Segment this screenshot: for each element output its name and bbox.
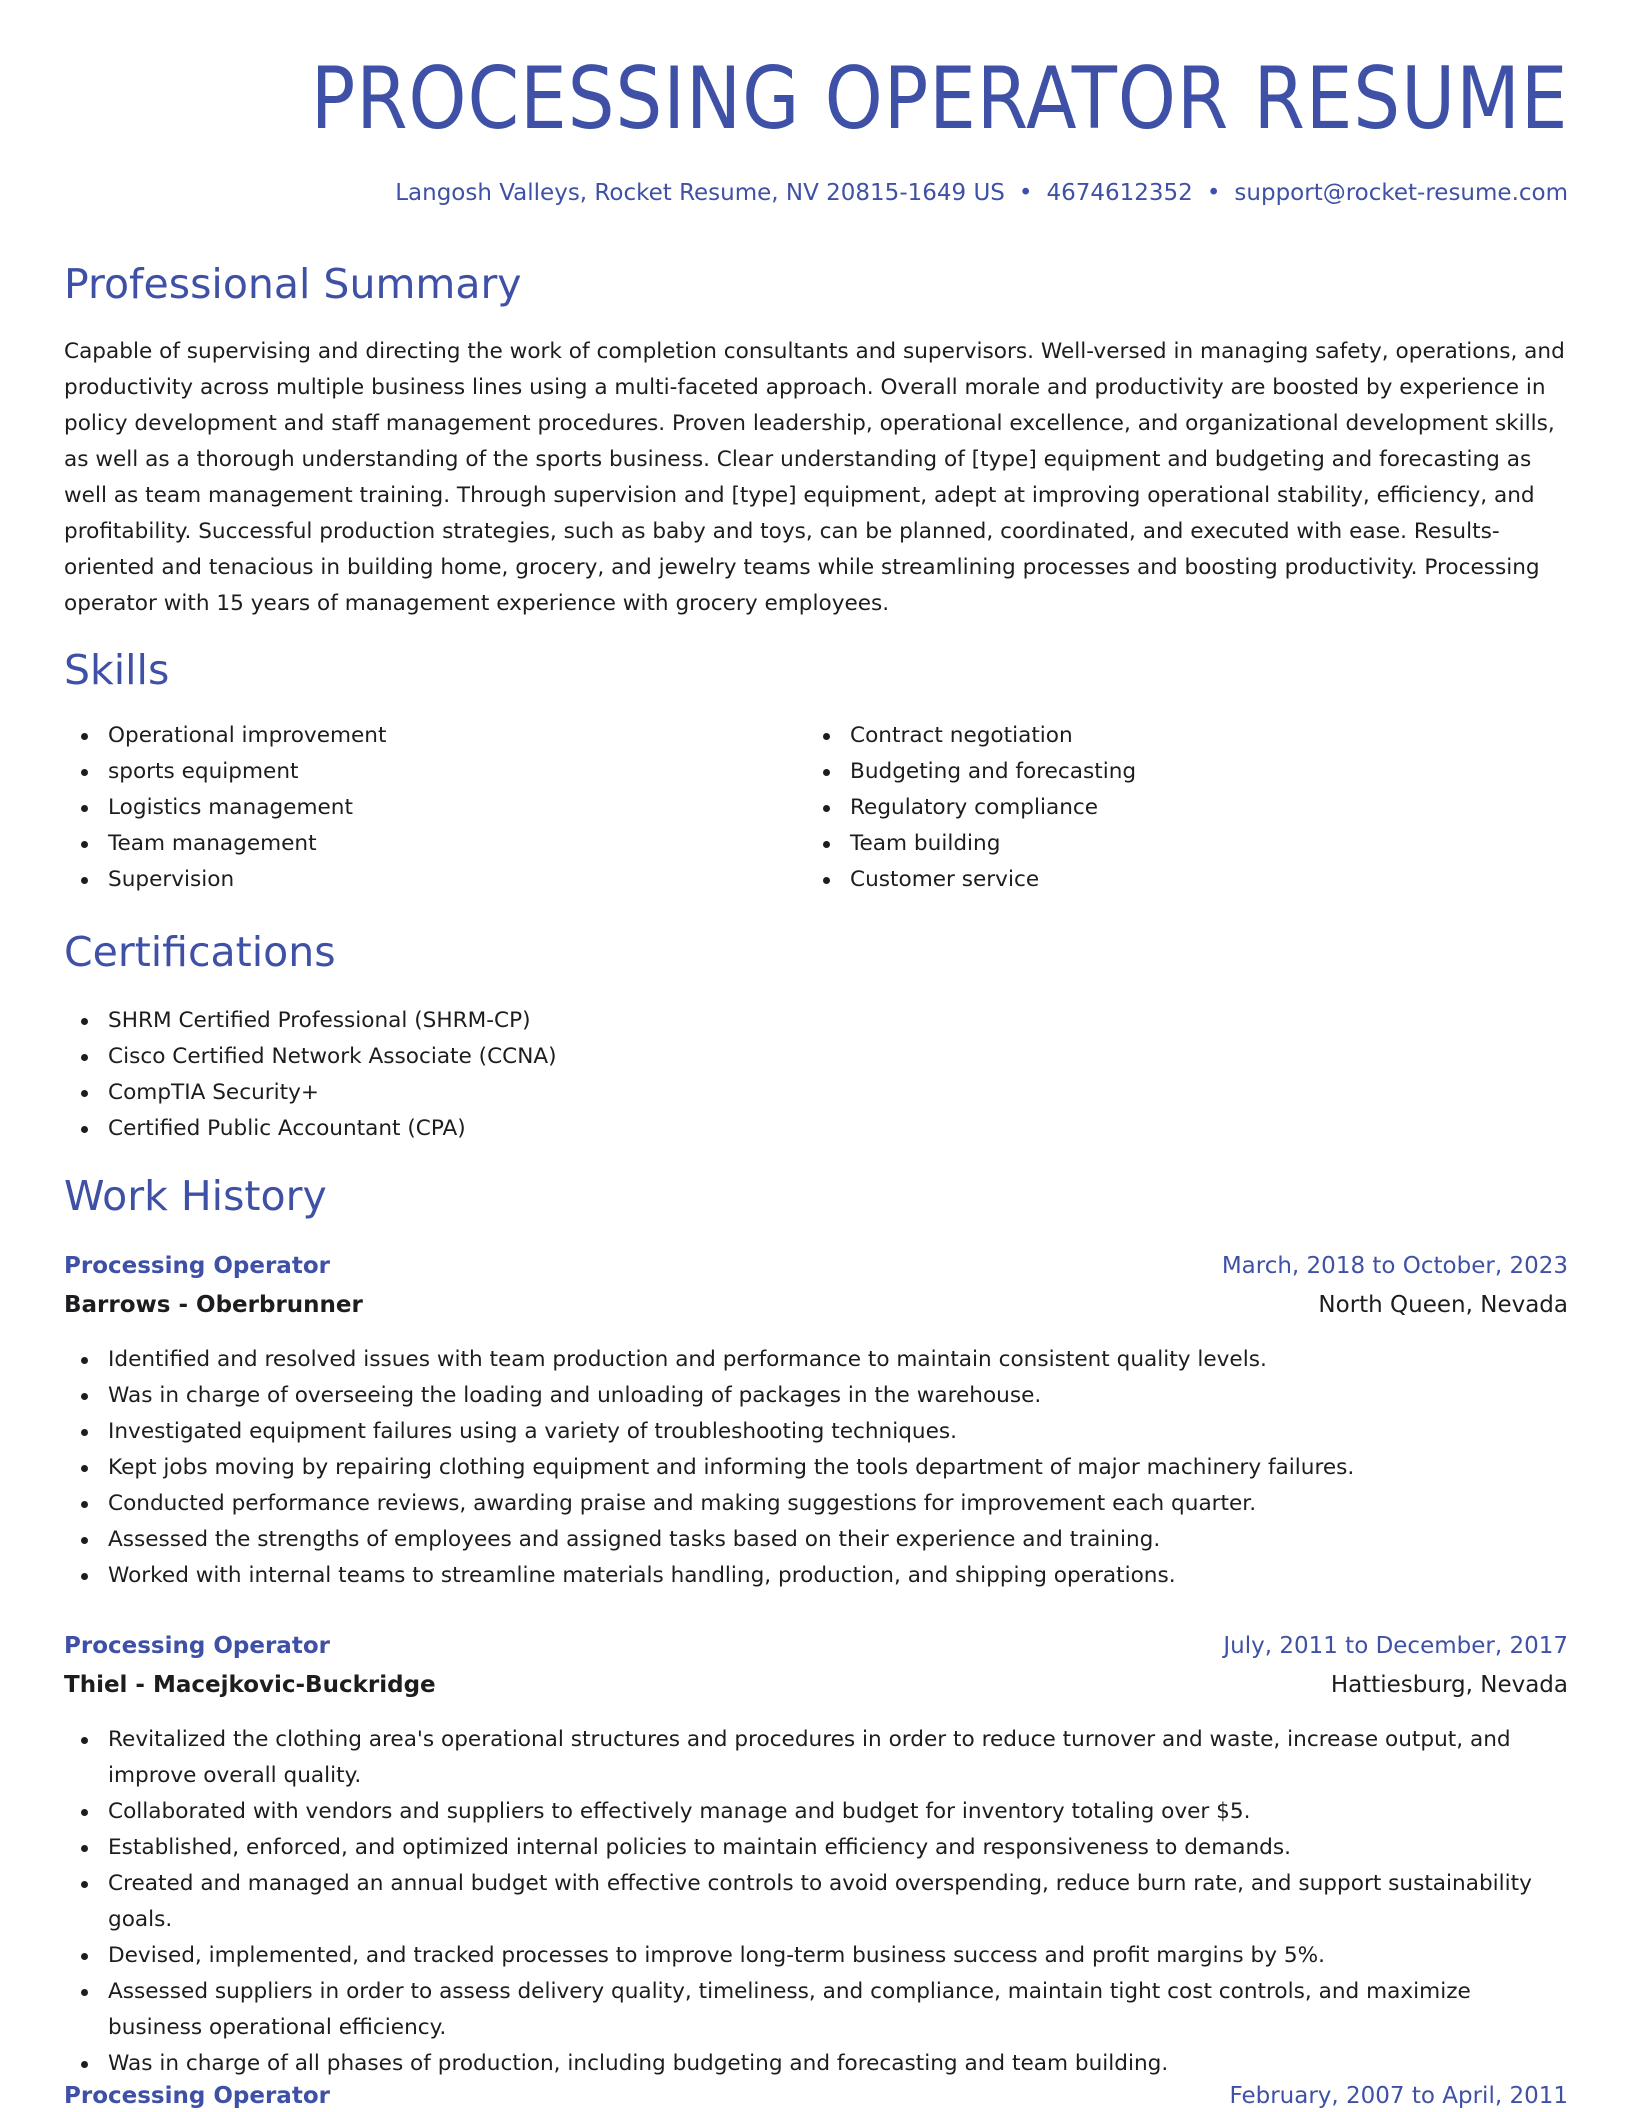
skills-list-left [64, 718, 764, 898]
summary-heading: Professional Summary [64, 260, 522, 308]
job-title: Processing Operator [64, 1253, 330, 1279]
list-item: Team management [64, 826, 764, 862]
summary-text: Capable of supervising and directing the work of completion consultants and supervisors. Well-versed in managing safety, operations, and productivity across multiple business lines using a multi-faceted approach. Overall morale and productivity are boosted by experience in policy development and staff management procedures. Proven leadership, operational excellence, and organizational development skills, as well as a thorough understanding of the sports business. Clear understanding of [type] equipment and budgeting and forecasting as well as team management training. Through supervision and [type] equipment, adept at improving operational stability, efficiency, and profitability. Successful production strategies, such as baby and toys, can be planned, coordinated, and executed with ease. Results-oriented and tenacious in building home, grocery, and jewelry teams while streamlining processes and boosting productivity. Processing operator with 15 years of management experience with grocery employees. [64, 339, 1565, 616]
job-location: North Queen, Nevada [1318, 1292, 1568, 1318]
list-item: Conducted performance reviews, awarding praise and making suggestions for improvement each quarter. [64, 1486, 1568, 1522]
job-title: Processing Operator [64, 1633, 330, 1659]
list-item: Cisco Certified Network Associate (CCNA) [64, 1039, 1568, 1075]
skills-heading: Skills [64, 646, 170, 694]
separator-dot: • [1018, 180, 1033, 206]
work-history-heading: Work History [64, 1172, 327, 1220]
resume-title: PROCESSING OPERATOR RESUME [310, 49, 1568, 149]
job-company: Barrows - Oberbrunner [64, 1292, 363, 1318]
list-item: Regulatory compliance [806, 790, 1506, 826]
list-item: Budgeting and forecasting [806, 754, 1506, 790]
list-item: Operational improvement [64, 718, 764, 754]
job-title: Processing Operator [64, 2083, 330, 2109]
list-item: Investigated equipment failures using a variety of troubleshooting techniques. [64, 1414, 1568, 1450]
list-item: Worked with internal teams to streamline materials handling, production, and shipping operations. [64, 1558, 1568, 1594]
job-company: Thiel - Macejkovic-Buckridge [64, 1672, 436, 1698]
contact-line [395, 180, 1568, 208]
list-item: Collaborated with vendors and suppliers to effectively manage and budget for inventory totaling over $5. [64, 1794, 1568, 1830]
list-item: sports equipment [64, 754, 764, 790]
list-item: Certified Public Accountant (CPA) [64, 1111, 1568, 1147]
list-item: Logistics management [64, 790, 764, 826]
list-item: CompTIA Security+ [64, 1075, 1568, 1111]
job-bullets [64, 1342, 1568, 1594]
certifications-heading: Certifications [64, 928, 336, 976]
job-location: Hattiesburg, Nevada [1330, 1672, 1568, 1698]
skills-list-right [806, 718, 1506, 898]
job-bullets [64, 1722, 1568, 2082]
list-item: Customer service [806, 862, 1506, 898]
list-item: Kept jobs moving by repairing clothing equipment and informing the tools department of major machinery failures. [64, 1450, 1568, 1486]
list-item: Assessed the strengths of employees and assigned tasks based on their experience and training. [64, 1522, 1568, 1558]
separator-dot: • [1206, 180, 1221, 206]
list-item: Team building [806, 826, 1506, 862]
job-dates: July, 2011 to December, 2017 [1223, 1633, 1568, 1659]
list-item: Was in charge of all phases of production, including budgeting and forecasting and team building. [64, 2046, 1568, 2082]
list-item: Assessed suppliers in order to assess delivery quality, timeliness, and compliance, maintain tight cost controls, and maximize business operational efficiency. [64, 1974, 1568, 2046]
list-item: Contract negotiation [806, 718, 1506, 754]
list-item: Identified and resolved issues with team production and performance to maintain consistent quality levels. [64, 1342, 1568, 1378]
certifications-list [64, 1003, 1568, 1147]
list-item: Supervision [64, 862, 764, 898]
list-item: Created and managed an annual budget with effective controls to avoid overspending, reduce burn rate, and support sustainability goals. [64, 1866, 1568, 1938]
address: Langosh Valleys, Rocket Resume, NV 20815-1649 US [395, 180, 1005, 206]
email-link[interactable]: support@rocket-resume.com [1234, 180, 1568, 206]
job-dates: February, 2007 to April, 2011 [1229, 2083, 1568, 2109]
phone: 4674612352 [1046, 180, 1193, 206]
list-item: Revitalized the clothing area's operational structures and procedures in order to reduce turnover and waste, increase output, and improve overall quality. [64, 1722, 1568, 1794]
list-item: SHRM Certified Professional (SHRM-CP) [64, 1003, 1568, 1039]
list-item: Established, enforced, and optimized internal policies to maintain efficiency and responsiveness to demands. [64, 1830, 1568, 1866]
job-dates: March, 2018 to October, 2023 [1221, 1253, 1568, 1279]
list-item: Was in charge of overseeing the loading and unloading of packages in the warehouse. [64, 1378, 1568, 1414]
list-item: Devised, implemented, and tracked processes to improve long-term business success and profit margins by 5%. [64, 1938, 1568, 1974]
